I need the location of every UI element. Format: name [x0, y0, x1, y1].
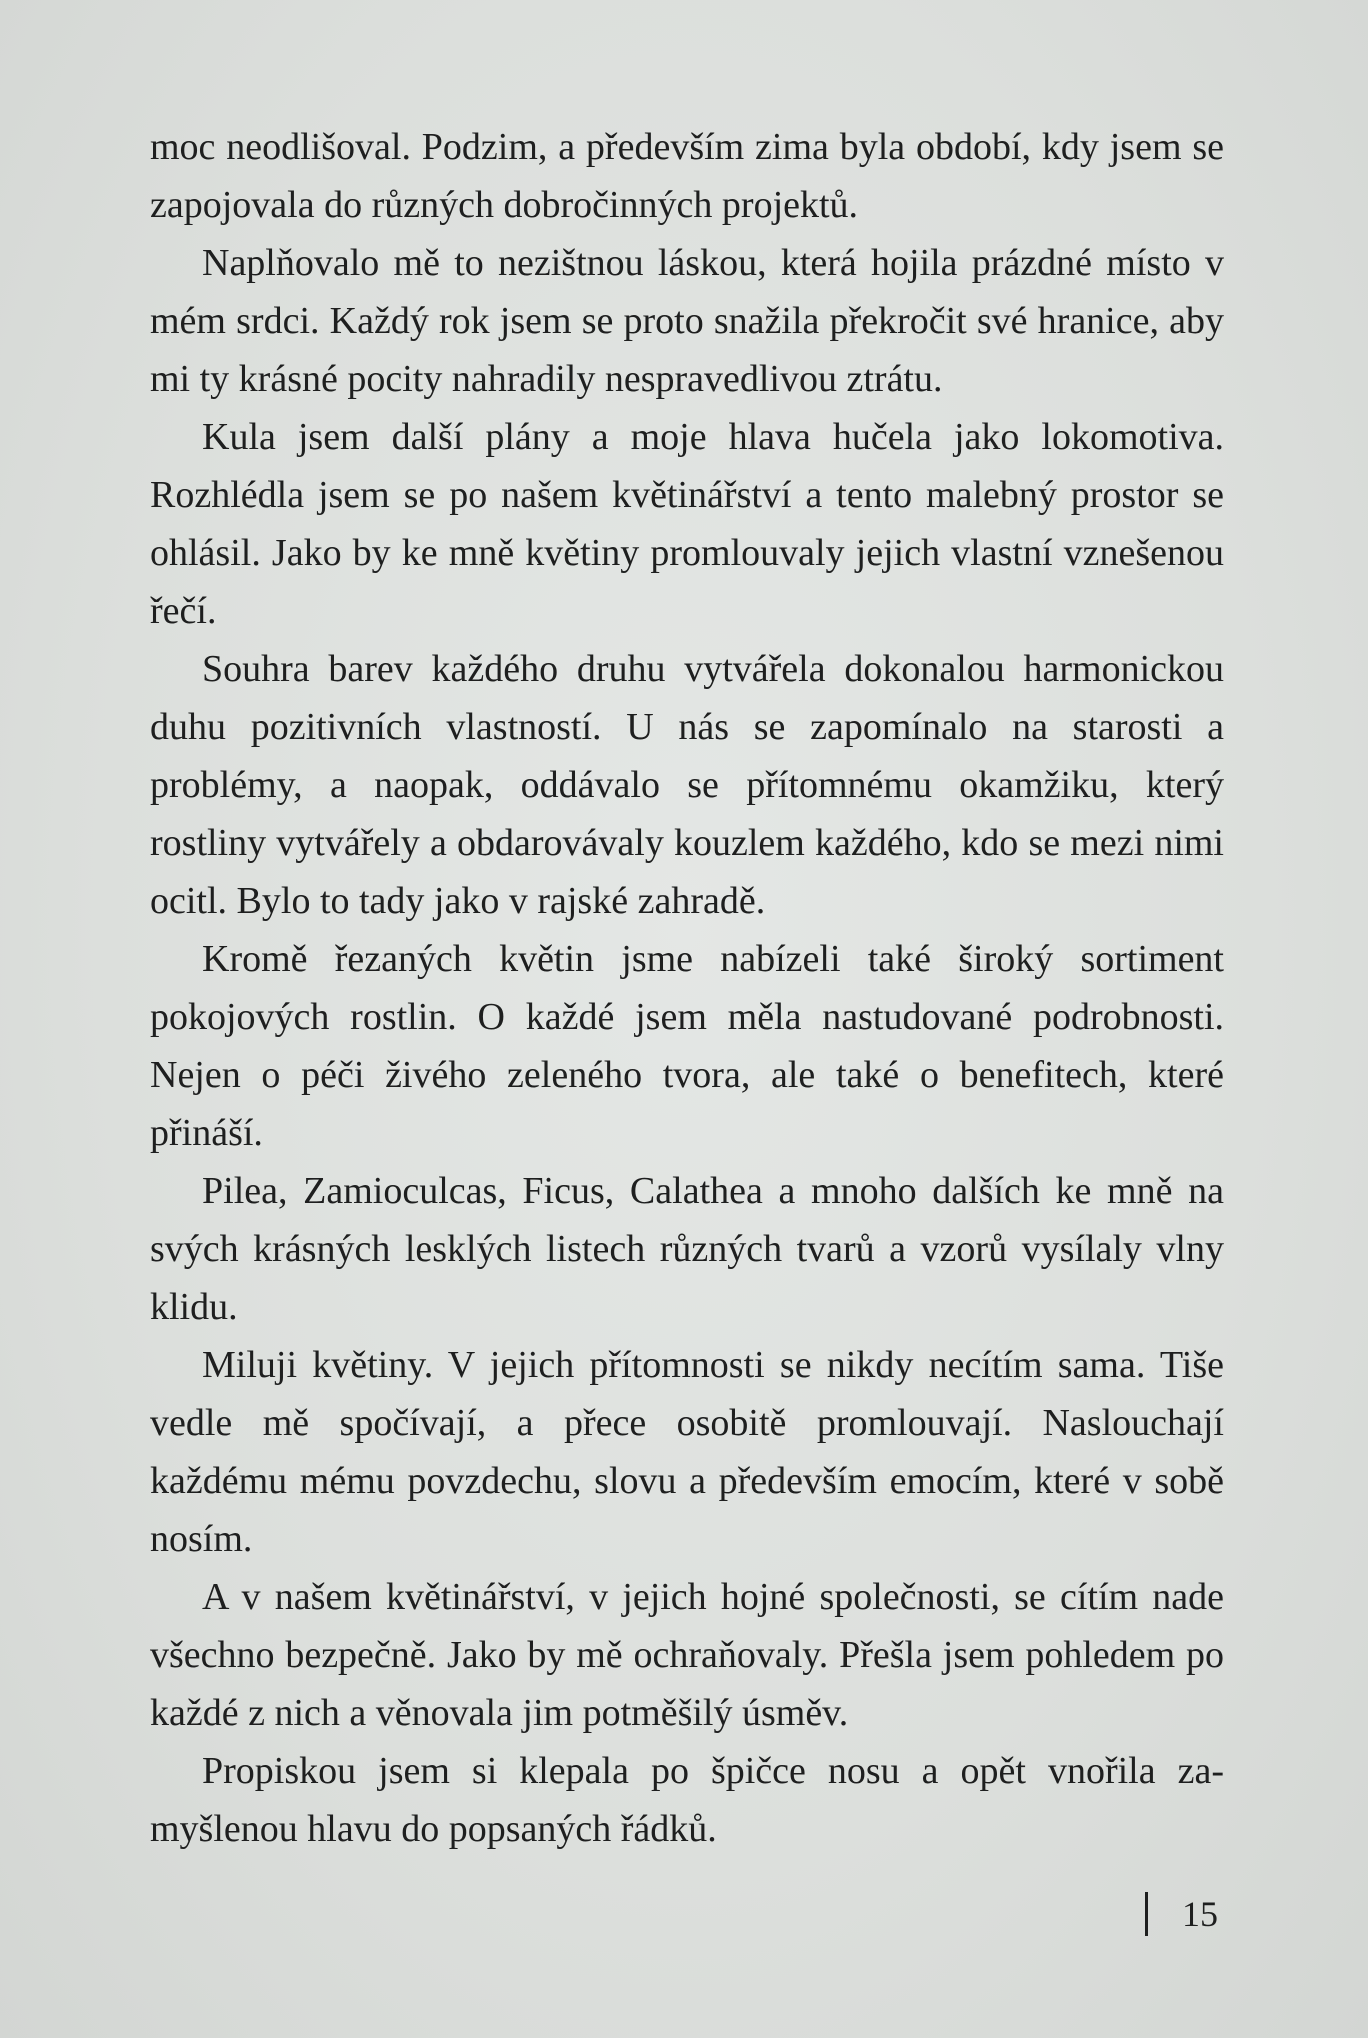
paragraph: Kromě řezaných květin jsme nabízeli také široký sortiment pokojových rostlin. O každé jsem měla nastudované podrobnosti. Nejen o péči živého zeleného tvora, ale také o benefitech, které přináší. [150, 938, 1224, 1154]
body-text [150, 118, 1224, 1858]
page-footer [1145, 1892, 1218, 1936]
paragraph: Naplňovalo mě to nezištnou láskou, která hojila prázdné místo v mém srdci. Každý rok jsem se proto snažila překročit své hranice, aby mi ty krásné pocity nahradily nespravedlivou ztrátu. [150, 242, 1224, 400]
page-number: 15 [1182, 1894, 1218, 1934]
paragraph: Miluji květiny. V jejich přítomnosti se nikdy necítím sama. Tiše vedle mě spočívají, a přece osobitě promlouvají. Naslouchají každému mému povzdechu, slovu a především emocím, které v sobě nosím. [150, 1344, 1224, 1560]
paragraph: Pilea, Zamioculcas, Ficus, Calathea a mnoho dalších ke mně na svých krásných lesklých listech různých tvarů a vzorů vysílaly vlny klidu. [150, 1170, 1224, 1328]
footer-divider [1145, 1892, 1148, 1936]
paragraph: moc neodlišoval. Podzim, a především zima byla období, kdy jsem se zapojovala do různých dobročinných projektů. [150, 126, 1224, 226]
paragraph: Kula jsem další plány a moje hlava hučela jako lokomotiva. Rozhlédla jsem se po našem květinářství a tento malebný prostor se ohlásil. Jako by ke mně květiny promlouvaly jejich vlastní vznešenou řečí. [150, 416, 1224, 632]
paragraph: Propiskou jsem si klepala po špičce nosu a opět vnořila zamyšlenou hlavu do popsaných řádků. [150, 1750, 1224, 1850]
paragraph: A v našem květinářství, v jejich hojné společnosti, se cítím nade všechno bezpečně. Jako by mě ochraňovaly. Přešla jsem pohledem po každé z nich a věnovala jim potměšilý úsměv. [150, 1576, 1224, 1734]
paragraph: Souhra barev každého druhu vytvářela dokonalou harmonickou duhu pozitivních vlastností. U nás se zapomínalo na starosti a problémy, a naopak, oddávalo se přítomnému okamžiku, který rostliny vytvářely a obdarovávaly kouzlem každého, kdo se mezi nimi ocitl. Bylo to tady jako v rajské zahradě. [150, 648, 1224, 922]
